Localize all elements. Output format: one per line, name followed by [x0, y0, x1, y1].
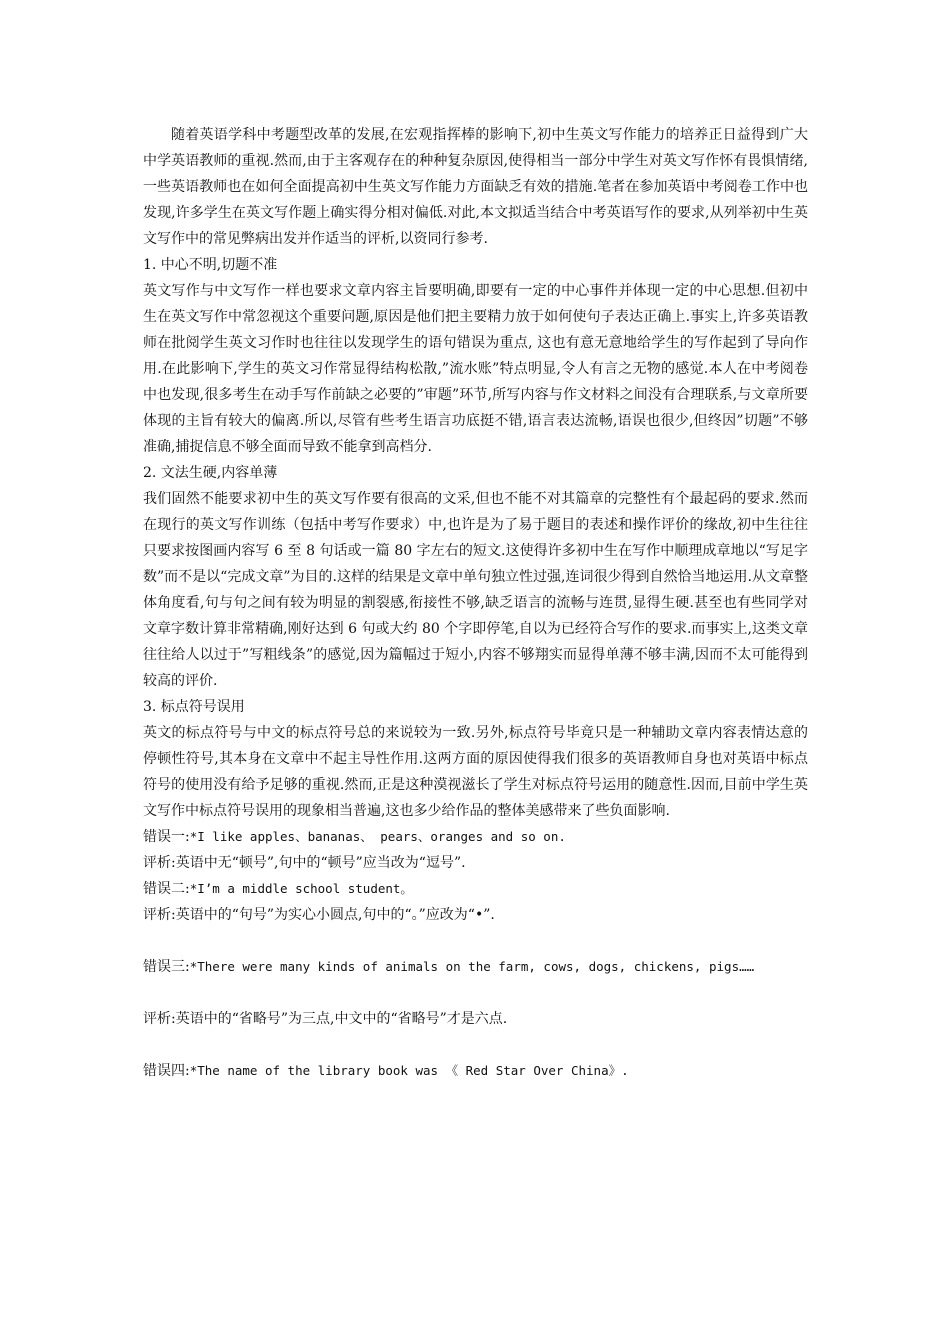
spacer [143, 928, 808, 954]
error-comment-3: 评析:英语中的“省略号”为三点,中文中的“省略号”才是六点. [143, 1011, 508, 1027]
error-label: 错误三: [143, 959, 190, 975]
section-body: 我们固然不能要求初中生的英文写作要有很高的文采,但也不能不对其篇章的完整性有个最起码的要求.然而在现行的英文写作训练（包括中考写作要求）中,也许是为了易于题目的表述和操作评价的缘故,初中生往往只要求按图画内容写 6 至 8 句话或一篇 80 字左右的短文.这使得许多初中生在写作中顺理成章地以“写足字数”而不是以“完成文章”为目的.这样的结果是文章中单句独立性过强,连词很少得到自然恰当地运用.从文章整体角度看,句与句之间有较为明显的割裂感,衔接性不够,缺乏语言的流畅与连贯,显得生硬.甚至也有些同学对文章字数计算非常精确,刚好达到 6 句或大约 80 个字即停笔,自以为已经符合写作的要求.而事实上,这类文章往往给人以过于”写粗线条”的感觉,因为篇幅过于短小,内容不够翔实而显得单薄不够丰满,因而不太可能得到较高的评价. [143, 491, 808, 689]
error-label: 错误一: [143, 829, 190, 845]
error-sentence: *I’m a middle school student。 [189, 881, 413, 896]
error-comment-2: 评析:英语中的“句号”为实心小圆点,句中的“。”应改为“•”. [143, 907, 495, 923]
section-heading: 3. 标点符号误用 [143, 699, 245, 715]
error-example-1 [143, 824, 808, 850]
section-heading: 2. 文法生硬,内容单薄 [143, 465, 278, 481]
error-example-3 [143, 954, 808, 980]
error-sentence: *The name of the library book was 《 Red Star Over China》. [189, 1063, 629, 1078]
intro-paragraph: 随着英语学科中考题型改革的发展,在宏观指挥棒的影响下,初中生英文写作能力的培养正日益得到广大中学英语教师的重视.然而,由于主客观存在的种种复杂原因,使得相当一部分中学生对英文写作怀有畏惧情绪,一些英语教师也在如何全面提高初中生英文写作能力方面缺乏有效的措施.笔者在参加英语中考阅卷工作中也发现,许多学生在英文写作题上确实得分相对偏低.对此,本文拟适当结合中考英语写作的要求,从列举初中生英文写作中的常见弊病出发并作适当的评析,以资同行参考. [143, 127, 808, 247]
error-sentence: *There were many kinds of animals on the farm, cows, dogs, chickens, pigs…… [189, 959, 755, 974]
section-body: 英文写作与中文写作一样也要求文章内容主旨要明确,即要有一定的中心事件并体现一定的中心思想.但初中生在英文写作中常忽视这个重要问题,原因是他们把主要精力放于如何使句子表达正确上.事实上,许多英语教师在批阅学生英文习作时也往往以发现学生的语句错误为重点, 这也有意无意地给学生的写作起到了导向作用.在此影响下,学生的英文习作常显得结构松散,”流水账”特点明显,令人有言之无物的感觉.本人在中考阅卷中也发现,很多考生在动手写作前缺之必要的”审题”环节,所写内容与作文材料之间没有合理联系,与文章所要体现的主旨有较大的偏离.所以,尽管有些考生语言功底挺不错,语言表达流畅,语误也很少,但终因”切题”不够准确,捕捉信息不够全面而导致不能拿到高档分. [143, 283, 808, 455]
error-comment-1: 评析:英语中无“顿号”,句中的“顿号”应当改为“逗号”. [143, 855, 466, 871]
section-1 [143, 252, 808, 460]
section-body: 英文的标点符号与中文的标点符号总的来说较为一致.另外,标点符号毕竟只是一种辅助文章内容表情达意的停顿性符号,其本身在文章中不起主导性作用.这两方面的原因使得我们很多的英语教师自身也对英语中标点符号的使用没有给予足够的重视.然而,正是这种漠视滋长了学生对标点符号运用的随意性.因而,目前中学生英文写作中标点符号误用的现象相当普遍,这也多少给作品的整体美感带来了些负面影响. [143, 725, 808, 819]
error-example-2 [143, 876, 808, 902]
error-sentence: *I like apples、bananas、 pears、oranges and so on. [189, 829, 566, 844]
spacer [143, 980, 808, 1006]
section-3 [143, 694, 808, 824]
document-page [143, 122, 808, 1084]
error-label: 错误四: [143, 1063, 190, 1079]
spacer [143, 1032, 808, 1058]
error-label: 错误二: [143, 881, 190, 897]
section-2 [143, 460, 808, 694]
error-example-4 [143, 1058, 808, 1084]
section-heading: 1. 中心不明,切题不准 [143, 257, 278, 273]
